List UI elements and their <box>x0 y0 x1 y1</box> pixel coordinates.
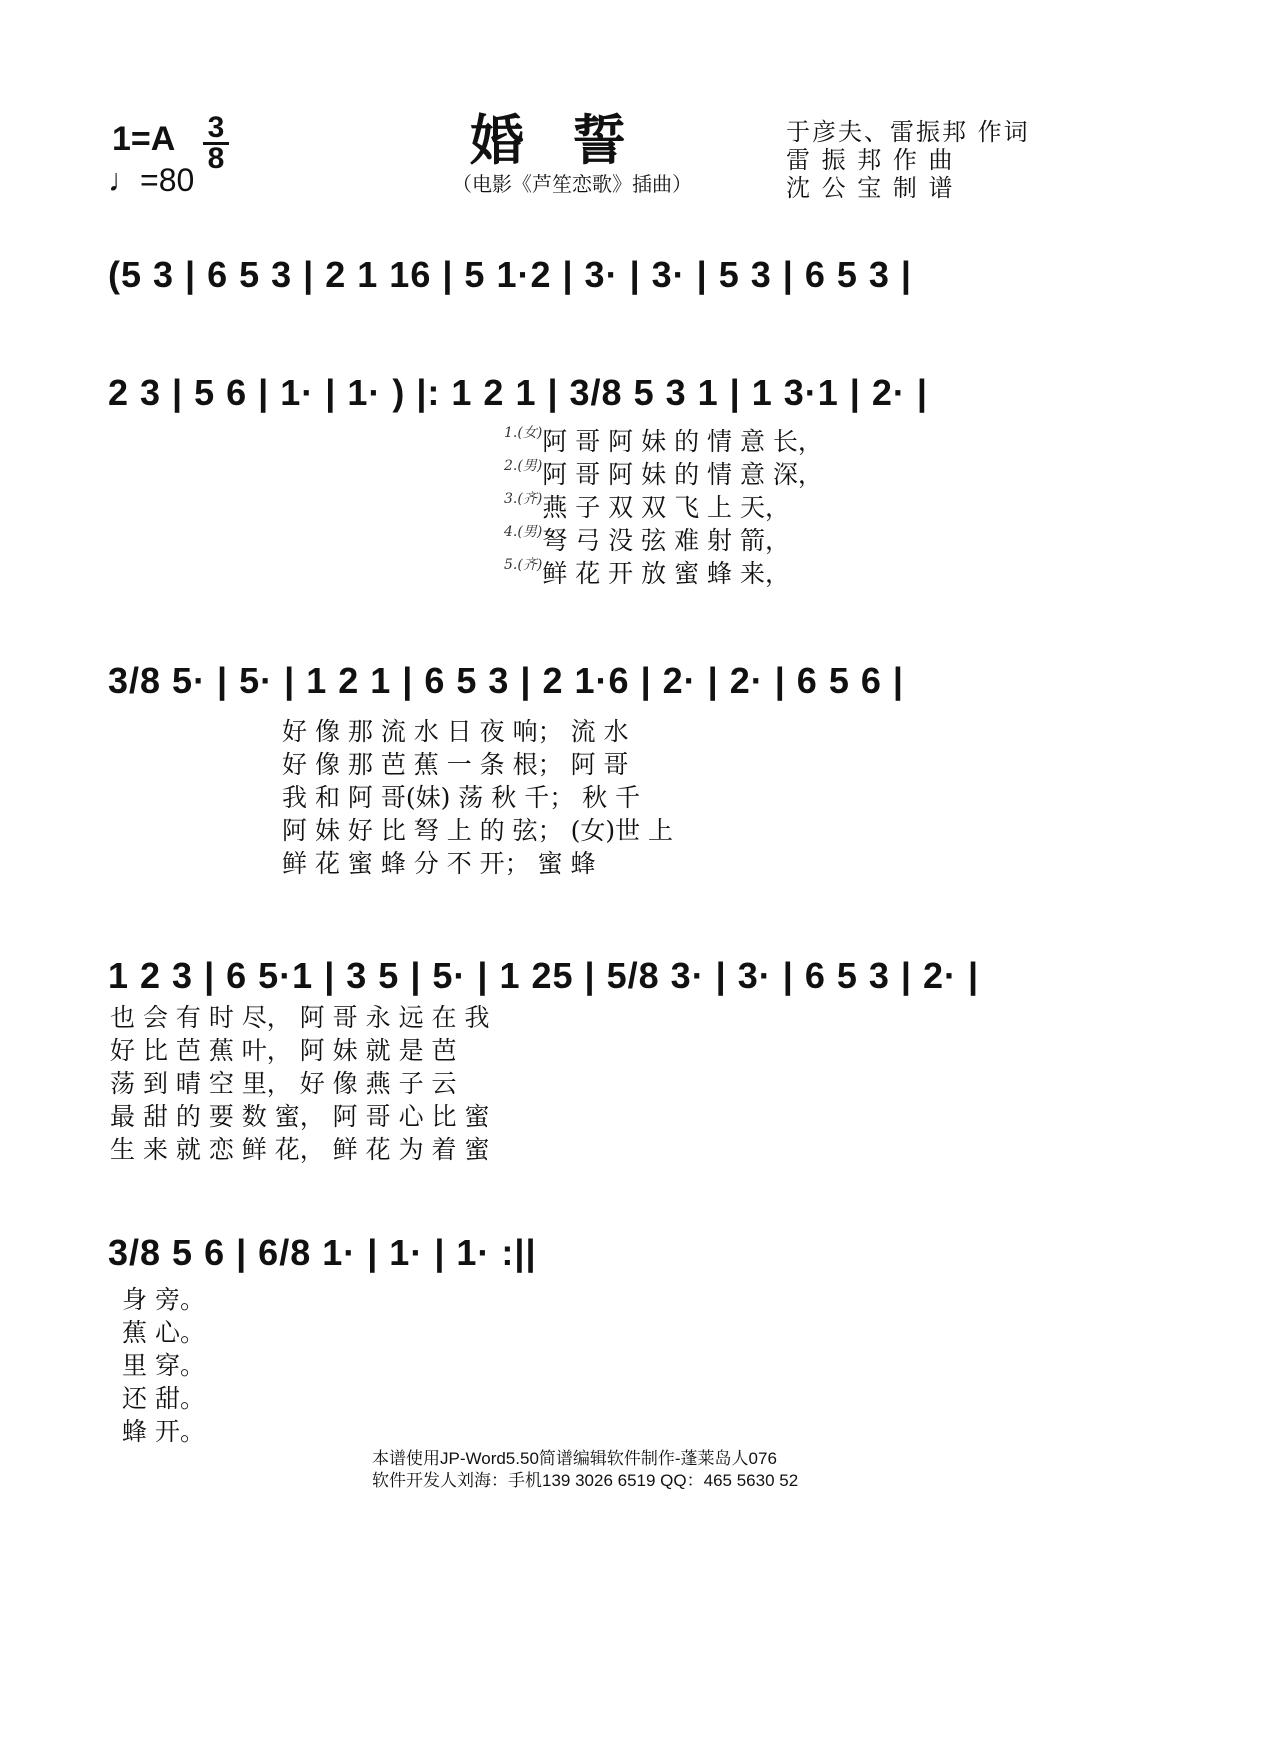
lyric-text: 好 像 那 芭 蕉 一 条 根； 阿 哥 <box>282 750 629 779</box>
lyric-line <box>110 998 489 1031</box>
credit-composer: 雷 振 邦 作 曲 <box>786 146 955 174</box>
verse-label: 2.(男) <box>504 458 543 474</box>
lyric-line <box>110 1031 489 1064</box>
lyric-text: 蕉 心。 <box>122 1318 205 1347</box>
verse-label: 1.(女) <box>504 425 543 441</box>
tempo-marking: ♩=80 <box>108 162 195 198</box>
lyrics-block-5 <box>122 1280 205 1445</box>
lyric-line <box>282 712 673 745</box>
notation-line-4: 1 2 3 | 6 5·1 | 3 5 | 5· | 1 25 | 5/8 3· | 3· | 6 5 3 | 2· | <box>108 955 980 996</box>
lyric-line <box>504 455 823 488</box>
song-subtitle: （电影《芦笙恋歌》插曲） <box>452 172 692 196</box>
lyric-line <box>282 844 673 877</box>
lyric-text: 我 和 阿 哥(妹) 荡 秋 千； 秋 千 <box>282 783 641 812</box>
lyric-text: 燕 子 双 双 飞 上 天， <box>542 493 790 522</box>
notation-line-3: 3/8 5· | 5· | 1 2 1 | 6 5 3 | 2 1·6 | 2· | 2· | 6 5 6 | <box>108 660 904 701</box>
notation-line-2: 2 3 | 5 6 | 1· | 1· ) |: 1 2 1 | 3/8 5 3 1 | 1 3·1 | 2· | <box>108 372 928 413</box>
lyric-line <box>122 1412 205 1445</box>
lyrics-block-3 <box>282 712 673 877</box>
lyric-text: 鲜 花 蜜 蜂 分 不 开； 蜜 蜂 <box>282 849 596 878</box>
lyric-text: 也 会 有 时 尽， 阿 哥 永 远 在 我 <box>110 1003 490 1032</box>
lyric-text: 阿 哥 阿 妹 的 情 意 长， <box>542 427 823 456</box>
lyric-line <box>122 1313 205 1346</box>
lyric-text: 好 比 芭 蕉 叶， 阿 妹 就 是 芭 <box>110 1036 457 1065</box>
lyric-line <box>504 554 823 587</box>
lyric-line <box>282 745 673 778</box>
footer-line-1: 本谱使用JP-Word5.50简谱编辑软件制作-蓬莱岛人076 <box>372 1449 777 1468</box>
lyric-text: 生 来 就 恋 鲜 花， 鲜 花 为 着 蜜 <box>110 1135 490 1164</box>
song-title-text: 婚誓 <box>470 108 674 172</box>
footer-line-2: 软件开发人刘海：手机139 3026 6519 QQ：465 5630 52 <box>372 1471 799 1490</box>
lyric-text: 弩 弓 没 弦 难 射 箭， <box>542 526 790 555</box>
lyric-text: 最 甜 的 要 数 蜜， 阿 哥 心 比 蜜 <box>110 1102 490 1131</box>
lyric-line <box>504 488 823 521</box>
key-signature: 1=A <box>112 120 176 158</box>
lyric-text: 阿 哥 阿 妹 的 情 意 深， <box>542 460 823 489</box>
lyric-text: 好 像 那 流 水 日 夜 响； 流 水 <box>282 717 629 746</box>
lyrics-block-2 <box>504 422 823 587</box>
lyric-line <box>122 1379 205 1412</box>
time-signature-bottom: 8 <box>207 142 225 175</box>
lyric-text: 鲜 花 开 放 蜜 蜂 来， <box>542 559 790 588</box>
time-signature <box>203 111 229 175</box>
lyric-line <box>122 1346 205 1379</box>
verse-label: 4.(男) <box>504 524 543 540</box>
notation-line-1: (5 3 | 6 5 3 | 2 1 16 | 5 1·2 | 3· | 3· | 5 3 | 6 5 3 | <box>108 254 912 295</box>
credit-lyricist: 于彦夫、雷振邦 作词 <box>786 118 1030 146</box>
song-title <box>470 98 674 175</box>
verse-label: 3.(齐) <box>504 491 543 507</box>
lyric-text: 蜂 开。 <box>122 1417 205 1446</box>
credit-arranger: 沈 公 宝 制 谱 <box>786 174 955 202</box>
notation-line-5: 3/8 5 6 | 6/8 1· | 1· | 1· :|| <box>108 1232 537 1273</box>
lyric-line <box>282 811 673 844</box>
lyric-line <box>110 1130 489 1163</box>
lyric-line <box>504 422 823 455</box>
credits <box>786 112 1030 202</box>
time-signature-top: 3 <box>207 111 225 144</box>
lyric-text: 阿 妹 好 比 弩 上 的 弦； (女)世 上 <box>282 816 674 845</box>
lyrics-block-4 <box>110 998 489 1163</box>
lyric-text: 里 穿。 <box>122 1351 205 1380</box>
lyric-line <box>110 1097 489 1130</box>
lyric-text: 荡 到 晴 空 里， 好 像 燕 子 云 <box>110 1069 457 1098</box>
lyric-text: 身 旁。 <box>122 1285 205 1314</box>
lyric-line <box>282 778 673 811</box>
lyric-text: 还 甜。 <box>122 1384 205 1413</box>
lyric-line <box>110 1064 489 1097</box>
verse-label: 5.(齐) <box>504 557 543 573</box>
lyric-line <box>504 521 823 554</box>
lyric-line <box>122 1280 205 1313</box>
